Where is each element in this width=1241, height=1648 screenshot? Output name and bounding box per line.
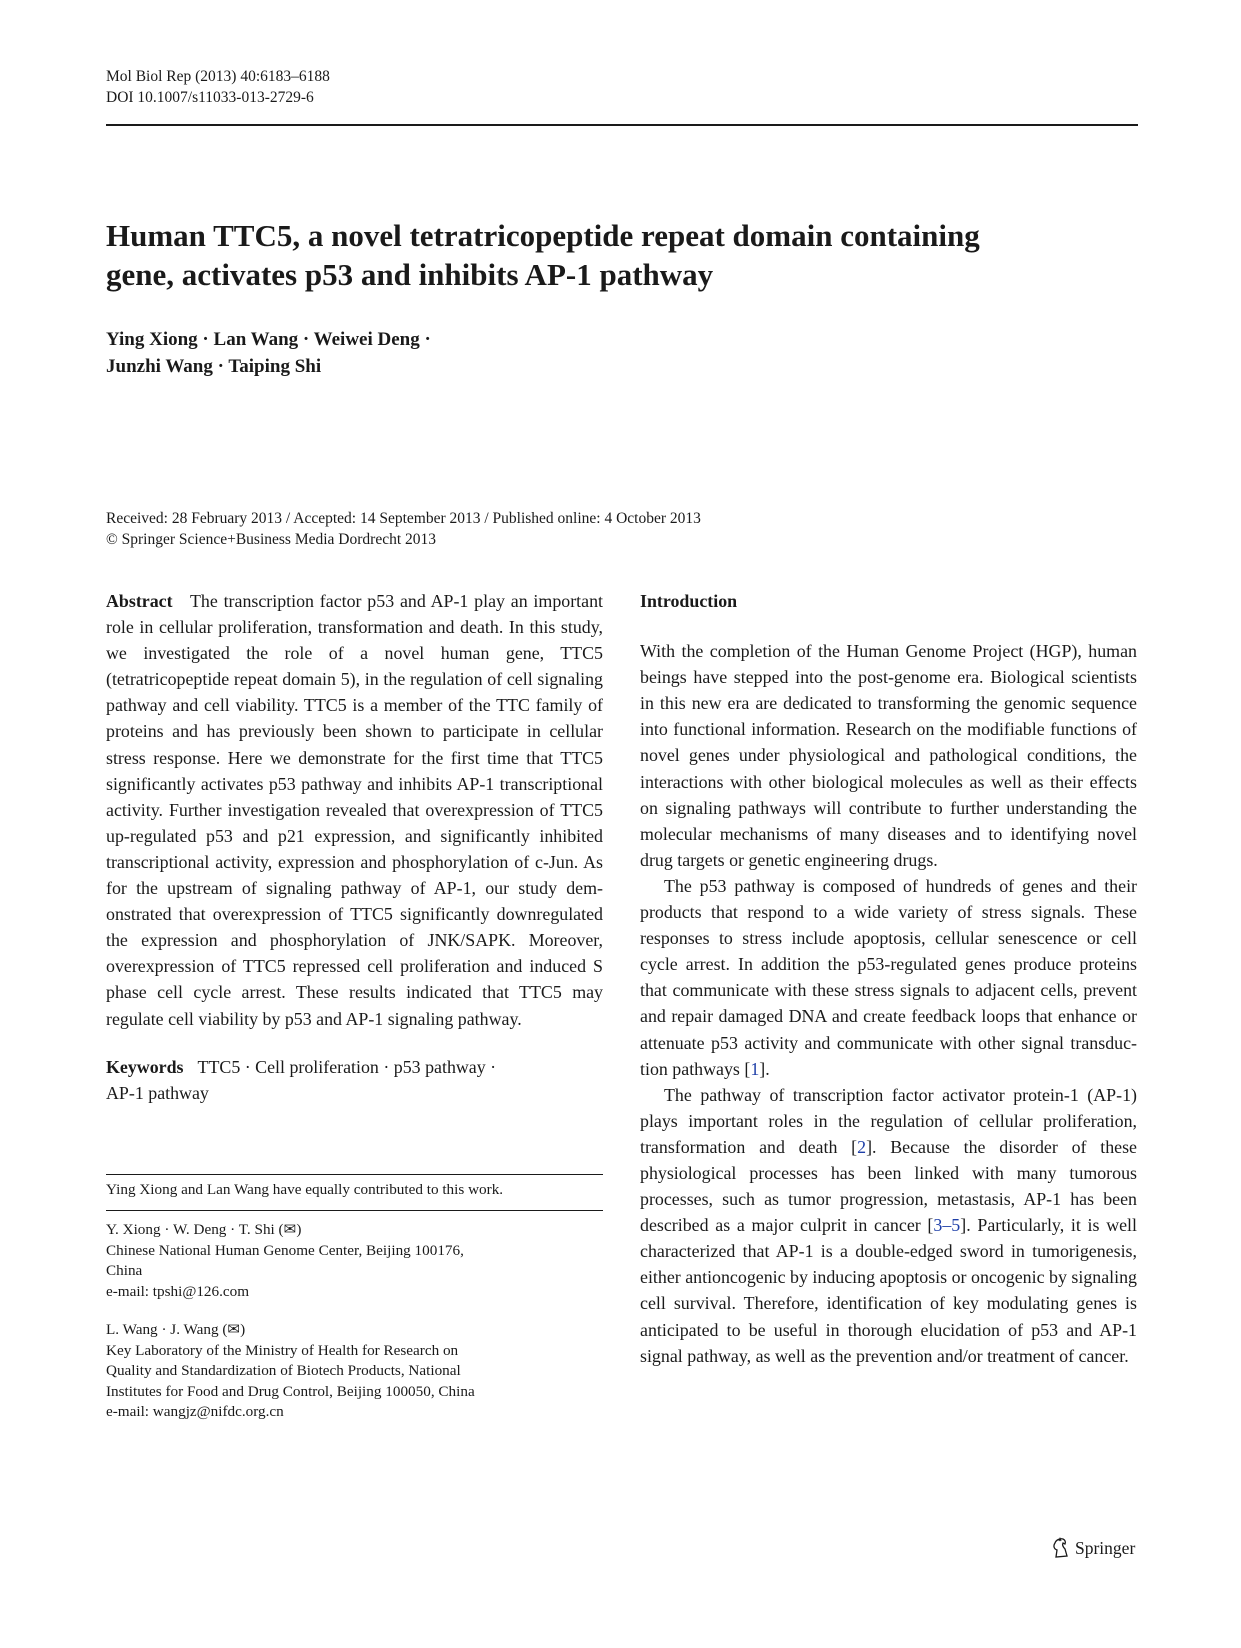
reference-link-2[interactable]: 2 [857,1136,867,1157]
abstract-text: The transcription factor p53 and AP-1 play an important role in cellular proliferation, transformation and death. In this study, we investigated the role of a novel human gene, TTC5 (tetratricopeptide repeat domain 5), in the regulation of cell signaling pathway and cell viability. TTC5 is a member of the TTC family of proteins and has previously been shown to participate in cellular stress response. Here we demonstrate for the first time that TTC5 significantly activates p53 pathway and inhibits AP-1 transcriptional activity. Further investigation revealed that overexpression of TTC5 up-regulated p53 and p21 expression, and significantly inhibited transcriptional activity, expression and phosphorylation of c-Jun. As for the upstream of signaling pathway of AP-1, our study demonstrated that overexpression of TTC5 significantly downregulated the expression and phosphorylation of JNK/SAPK. Moreover, overexpression of TTC5 repressed cell proliferation and induced S phase cell cycle arrest. These results indicated that TTC5 may regulate cell viability by p53 and AP-1 signaling pathway. [106,591,603,1029]
left-column [106,588,603,1106]
intro-p3-part-c: ]. Particularly, it is well characterized that AP-1 is a double-edged sword in tumorigenesis, either antioncogenic by inducing apoptosis or oncogenic by signaling cell survival. Therefore, identification of key modulating genes is anticipated to be useful in thorough elucidation of p53 and AP-1 signal pathway, as well as the prevention and/or treatment of cancer. [640,1215,1138,1366]
reference-link-3-5[interactable]: 3–5 [933,1215,961,1236]
intro-p3-part-a: The pathway of transcription factor activator protein-1 (AP-1) plays important roles in the regulation of cellular proliferation, transformation and death [ [640,1084,1137,1157]
title-line-2: gene, activates p53 and inhibits AP-1 pathway [106,257,714,292]
journal-doi: DOI 10.1007/s11033-013-2729-6 [106,89,314,106]
publisher-name: Springer [1075,1537,1136,1558]
publication-dates [106,508,701,550]
article-title [106,216,1138,294]
affiliation-2-institution-line-3: Institutes for Food and Drug Control, Beijing 100050, China [106,1382,475,1400]
authors-line-1: Ying Xiong · Lan Wang · Weiwei Deng · [106,329,431,350]
title-line-1: Human TTC5, a novel tetratricopeptide repeat domain containing [106,218,980,253]
intro-paragraph-1: With the completion of the Human Genome Project (HGP), human beings have stepped into the post-genome era. Biological scientists in this new era are dedicated to transforming the genomic sequence into functional information. Research on the modifiable functions of novel genes under physiological and pathological conditions, the interactions with other biological molecules as well as their effects on signaling pathways will contribute to further understanding the molecular mechanisms of many diseases and to identifying novel drug targets or genetic engineering drugs. [640,641,1137,870]
footnote-rule-bottom [106,1210,603,1211]
affiliation-2-institution-line-1: Key Laboratory of the Ministry of Health for Research on [106,1341,459,1359]
affiliation-2-institution-line-2: Quality and Standardization of Biotech Products, National [106,1362,461,1380]
keywords-label: Keywords [106,1056,184,1077]
keywords [106,1054,603,1106]
journal-header [106,66,330,108]
affiliation-1-email: e-mail: tpshi@126.com [106,1282,250,1300]
intro-paragraph-2 [640,873,1137,1082]
header-rule [106,124,1138,126]
date-history: Received: 28 February 2013 / Accepted: 14 September 2013 / Published online: 4 October 2013 [106,510,701,527]
intro-p2-end: ]. [759,1058,770,1079]
affiliation-2 [106,1320,603,1423]
authors-line-2: Junzhi Wang · Taiping Shi [106,356,322,377]
intro-paragraph-3 [640,1082,1137,1369]
affiliation-1-institution-line-2: China [106,1262,143,1280]
keywords-line-2: AP-1 pathway [106,1082,209,1103]
abstract-label: Abstract [106,591,173,611]
intro-p2-text: The p53 pathway is composed of hundreds of genes and their products that respond to a wide variety of stress signals. These responses to stress include apoptosis, cellular senescence or cell cycle arrest. In addition the p53-regulated genes produce proteins that communicate with these stress signals to adjacent cells, prevent and repair damaged DNA and create feedback loops that enhance or attenuate p53 activity and communicate with other signal transduction pathways [ [640,875,1137,1079]
affiliation-2-email: e-mail: wangjz@nifdc.org.cn [106,1403,284,1421]
right-column [640,588,1137,1369]
intro-p3-part-b: ]. Because the disorder of these physiological processes has been linked with many tumorous processes, such as tumor progression, metastasis, AP-1 has been described as a major culprit in cancer [ [640,1136,1137,1236]
journal-citation: Mol Biol Rep (2013) 40:6183–6188 [106,68,330,85]
copyright-line: © Springer Science+Business Media Dordrecht 2013 [106,531,437,548]
reference-link-1[interactable]: 1 [750,1058,760,1079]
footnote-rule-top [106,1174,603,1175]
equal-contribution-note: Ying Xiong and Lan Wang have equally contributed to this work. [106,1181,504,1198]
springer-horse-icon [1050,1537,1070,1559]
affiliation-1-names: Y. Xiong · W. Deng · T. Shi (✉) [106,1221,302,1238]
affiliation-1 [106,1220,603,1302]
keywords-line-1: TTC5 · Cell proliferation · p53 pathway · [197,1056,497,1077]
affiliation-2-names: L. Wang · J. Wang (✉) [106,1321,246,1338]
abstract [106,588,603,1032]
author-list [106,326,431,380]
introduction-heading: Introduction [640,591,738,611]
affiliation-1-institution-line-1: Chinese National Human Genome Center, Beijing 100176, [106,1241,464,1259]
publisher-logo [1050,1537,1135,1559]
